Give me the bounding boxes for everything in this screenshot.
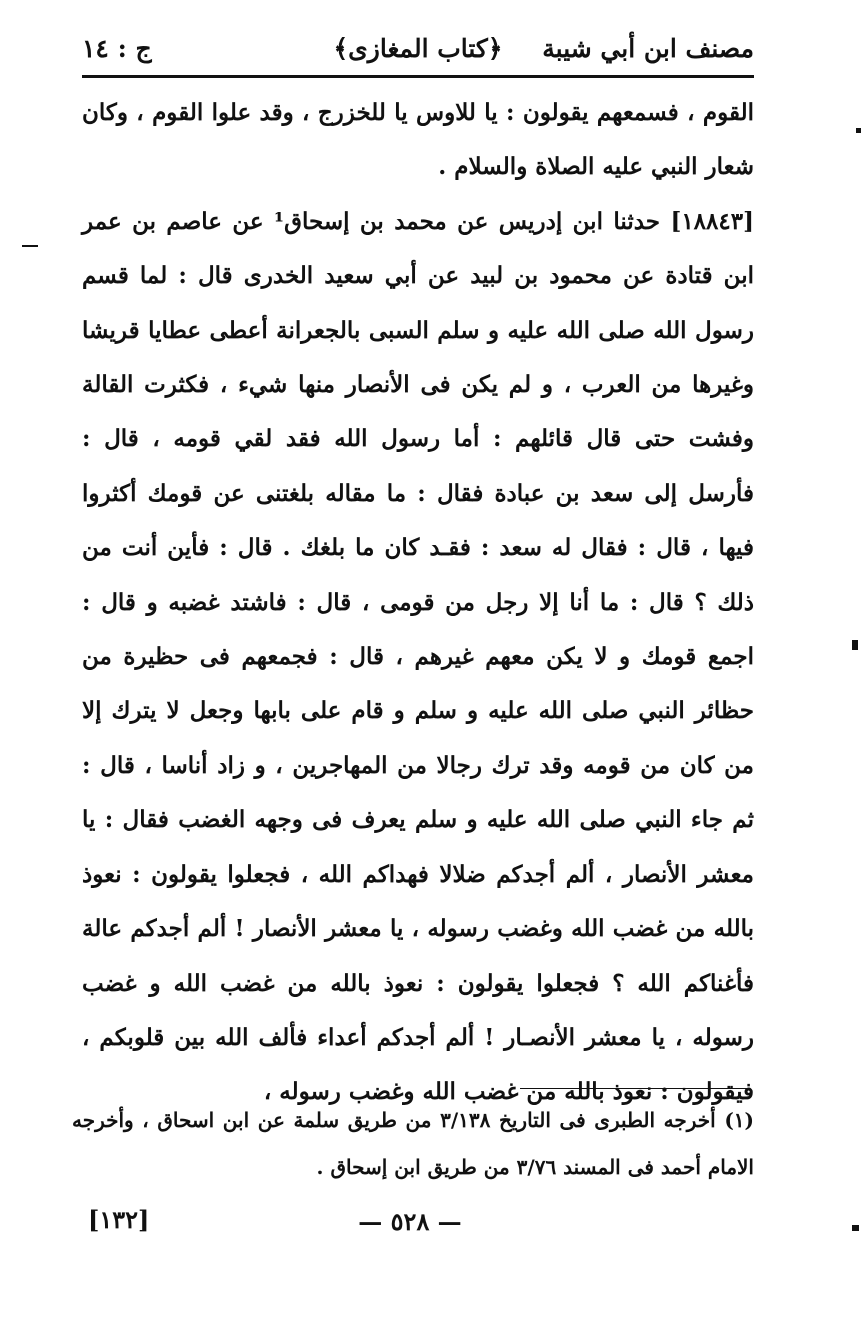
sheet-code: [١٣٢]	[88, 1205, 150, 1234]
scan-mark	[852, 1225, 859, 1231]
scan-mark	[22, 245, 38, 247]
hadith-number: [١٨٨٤٣]	[670, 207, 754, 235]
paragraph-2	[82, 195, 754, 1120]
main-text	[82, 86, 754, 1120]
chapter-title: ﴿كتاب المغازى﴾	[333, 34, 503, 63]
volume-label: ج : ١٤	[82, 34, 152, 63]
running-header	[82, 30, 754, 74]
hadith-text: حدثنا ابن إدريس عن محمد بن إسحاق¹ عن عاصم بن عمر ابن قتادة عن محمود بن لبيد عن أبي سعيد الخدرى قال : لما قسم رسول الله صلى الله عليه و سلم السبى بالجعرانة أعطى عطايا قريشا وغيرها من العرب ، و لم يكن فى الأنصار منها شيء ، فكثرت القالة وفشت حتى قال قائلهم : أما رسول الله فقد لقي قومه ، قال : فأرسل إلى سعد بن عبادة فقال : ما مقاله بلغتنى عن قومك أكثروا فيها ، قال : فقال له سعد : فقـد كان ما بلغك . قال : فأين أنت من ذلك ؟ قال : ما أنا إلا رجل من قومى ، قال : فاشتد غضبه و قال : اجمع قومك و لا يكن معهم غيرهم ، قال : فجمعهم فى حظيرة من حظائر النبي صلى الله عليه و سلم و قام على بابها وجعل لا يترك إلا من كان من قومه وقد ترك رجالا من المهاجرين ، و زاد أناسا ، قال : ثم جاء النبي صلى الله عليه و سلم يعرف فى وجهه الغضب فقال : يا معشر الأنصار ، ألم أجدكم ضلالا فهداكم الله ، فجعلوا يقولون : نعوذ بالله من غضب الله وغضب رسوله ، يا معشر الأنصار ! ألم أجدكم عالة فأغناكم الله ؟ فجعلوا يقولون : نعوذ بالله من غضب الله و غضب رسوله ، يا معشر الأنصـار ! ألم أجدكم أعداء فألف الله بين قلوبكم ، فيقولون : نعوذ بالله من غضب الله وغضب رسوله ،	[82, 207, 754, 1106]
footnote-text: (١) أخرجه الطبرى فى التاريخ ٣/١٣٨ من طريق سلمة عن ابن اسحاق ، وأخرجه الامام أحمد فى المسند ٣/٧٦ من طريق ابن إسحاق .	[72, 1108, 754, 1179]
page-number: — ٥٢٨ —	[358, 1207, 462, 1236]
book-title: مصنف ابن أبي شيبة	[542, 34, 754, 63]
footnote	[72, 1097, 754, 1191]
paragraph-1: القوم ، فسمعهم يقولون : يا للاوس يا للخزرج ، وقد علوا القوم ، وكان شعار النبي عليه الصلاة والسلام .	[82, 99, 754, 181]
footnote-rule	[520, 1088, 748, 1089]
scan-mark	[852, 640, 858, 650]
scan-mark	[856, 128, 861, 133]
header-rule	[82, 75, 754, 78]
